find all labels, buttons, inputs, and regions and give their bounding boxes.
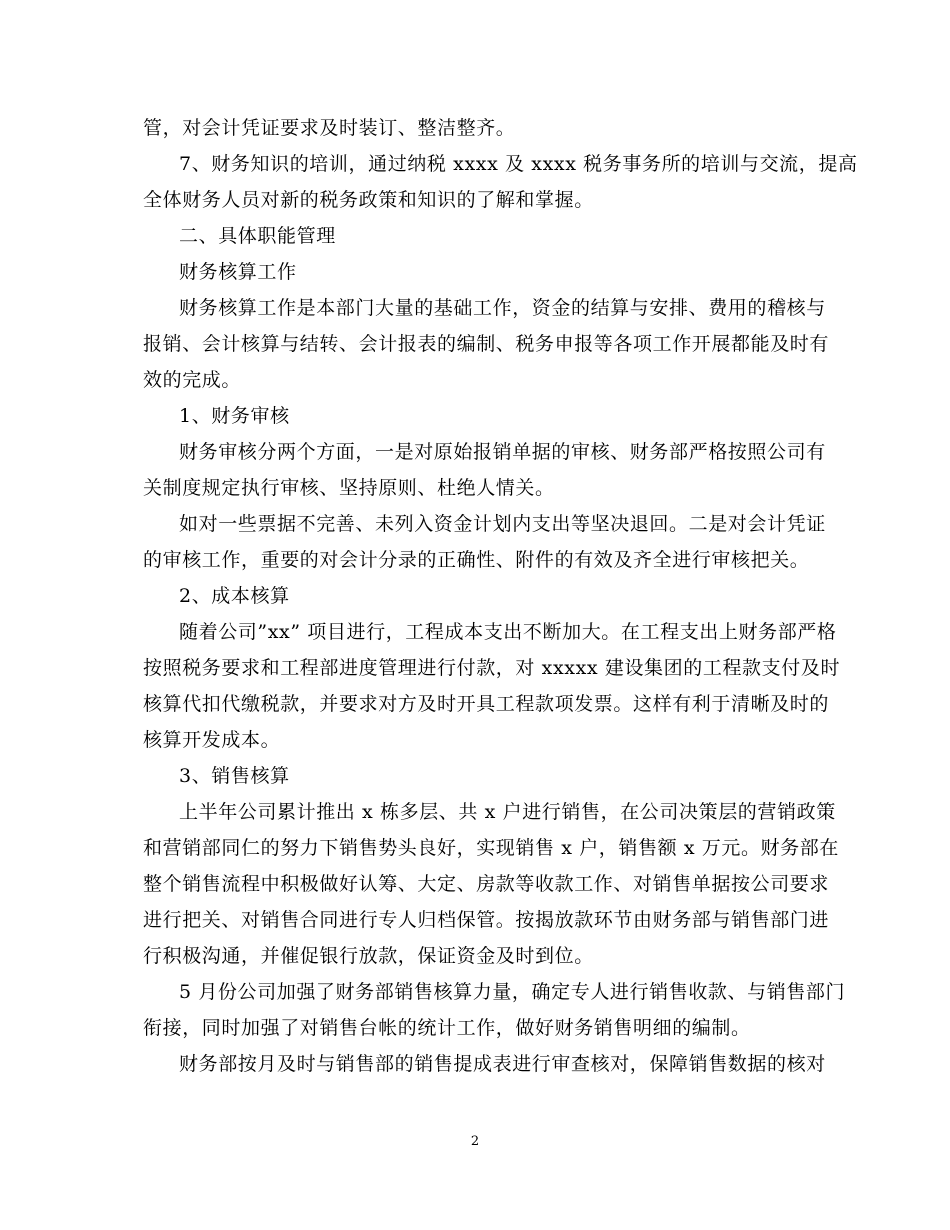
subsection-heading: 财务核算工作 [179, 261, 297, 283]
text-line: 的审核工作，重要的对会计分录的正确性、附件的有效及齐全进行审核把关。 [143, 549, 810, 571]
page-number: 2 [470, 1134, 480, 1149]
text-line: 按照税务要求和工程部进度管理进行付款，对 xxxxx 建设集团的工程款支付及时 [143, 657, 841, 679]
text-line: 报销、会计核算与结转、会计报表的编制、税务申报等各项工作开展都能及时有 [143, 333, 830, 355]
text-line: 全体财务人员对新的税务政策和知识的了解和掌握。 [143, 189, 594, 211]
text-line: 随着公司”xx” 项目进行，工程成本支出不断加大。在工程支出上财务部严格 [179, 621, 837, 643]
text-line: 进行把关、对销售合同进行专人归档保管。按揭放款环节由财务部与销售部门进 [143, 909, 830, 931]
text-line: 财务部按月及时与销售部的销售提成表进行审查核对，保障销售数据的核对 [179, 1053, 826, 1075]
document-body [143, 110, 858, 1082]
text-line: 7、财务知识的培训，通过纳税 xxxx 及 xxxx 税务事务所的培训与交流，提高 [179, 153, 858, 175]
section-heading: 二、具体职能管理 [179, 225, 336, 247]
text-line: 核算代扣代缴税款，并要求对方及时开具工程款项发票。这样有利于清晰及时的 [143, 693, 830, 715]
text-line: 财务审核分两个方面，一是对原始报销单据的审核、财务部严格按照公司有 [179, 441, 826, 463]
text-line: 上半年公司累计推出 x 栋多层、共 x 户进行销售，在公司决策层的营销政策 [179, 801, 836, 823]
subsection-heading: 2、成本核算 [179, 585, 290, 607]
text-line: 关制度规定执行审核、坚持原则、杜绝人情关。 [143, 477, 555, 499]
text-line: 效的完成。 [143, 369, 242, 391]
text-line: 整个销售流程中积极做好认筹、大定、房款等收款工作、对销售单据按公司要求 [143, 873, 830, 895]
text-line: 衔接，同时加强了对销售台帐的统计工作，做好财务销售明细的编制。 [143, 1017, 751, 1039]
text-line: 和营销部同仁的努力下销售势头良好，实现销售 x 户，销售额 x 万元。财务部在 [143, 837, 839, 859]
text-line: 如对一些票据不完善、未列入资金计划内支出等坚决退回。二是对会计凭证 [179, 513, 826, 535]
text-line: 管，对会计凭证要求及时装订、整洁整齐。 [143, 117, 516, 139]
subsection-heading: 1、财务审核 [179, 405, 290, 427]
text-line: 核算开发成本。 [143, 729, 281, 751]
text-line: 财务核算工作是本部门大量的基础工作，资金的结算与安排、费用的稽核与 [179, 297, 826, 319]
text-line: 行积极沟通，并催促银行放款，保证资金及时到位。 [143, 945, 594, 967]
subsection-heading: 3、销售核算 [179, 765, 290, 787]
text-line: 5 月份公司加强了财务部销售核算力量，确定专人进行销售收款、与销售部门 [179, 981, 846, 1003]
